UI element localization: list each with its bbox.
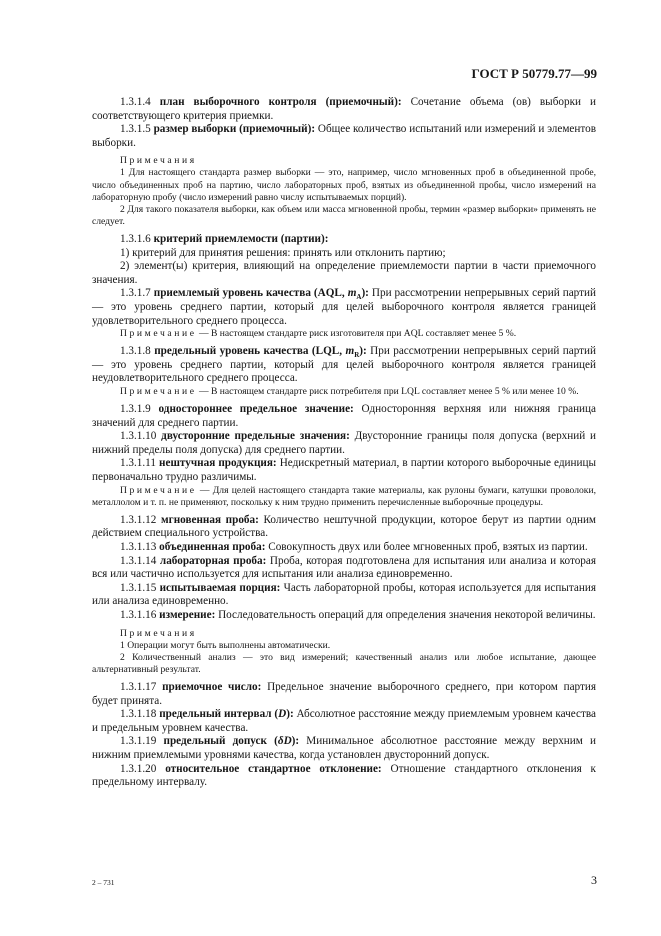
note-block-sample-size (92, 155, 596, 228)
note-block-measurement (92, 628, 596, 676)
clause-1-3-1-6: 1.3.1.6 критерий приемлемости (партии): (120, 232, 329, 245)
note-item: 2 Для такого показателя выборки, как объем или масса мгновенной пробы, термин «размер выборки» применять не следует. (92, 203, 596, 227)
clause-1-3-1-14: 1.3.1.14 лабораторная проба: Проба, которая подготовлена для испытания или анализа и которая вся или частично используется для испытания или анализа единовременно. (92, 554, 597, 581)
clause-1-3-1-9: 1.3.1.9 одностороннее предельное значение: Односторонняя верхняя или нижняя граница значений для среднего партии. (92, 403, 597, 429)
note-item: 2 Количественный анализ — это вид измерений; качественный анализ или любое испытание, дающее альтернативный результат. (92, 651, 596, 675)
document-header: ГОСТ Р 50779.77—99 (471, 66, 597, 81)
clause-1-3-1-5: 1.3.1.5 размер выборки (приемочный): Общее количество испытаний или измерений и элементов выборки. (92, 123, 596, 149)
note-heading: Примечания (120, 627, 197, 639)
note-aql: Примечание — В настоящем стандарте риск изготовителя при AQL составляет менее 5 %. (120, 328, 517, 340)
clause-1-3-1-18: 1.3.1.18 предельный интервал (D): Абсолютное расстояние между приемлемым уровнем качества и предельным уровнем качества. (92, 708, 596, 734)
clause-1-3-1-20: 1.3.1.20 относительное стандартное отклонение: Отношение стандартного отклонения к предельному интервалу. (92, 762, 596, 789)
clause-1-3-1-11: 1.3.1.11 нештучная продукция: Недискретный материал, в партии которого выборочные единицы первоначально трудно различимы. (92, 457, 597, 484)
clause-1-3-1-13: 1.3.1.13 объединенная проба: Совокупность двух или более мгновенных проб, взятых из партии. (120, 541, 588, 553)
criteria-item: 1) критерий для принятия решения: принять или отклонить партию; (120, 246, 446, 259)
document-body (92, 96, 596, 790)
clause-1-3-1-17: 1.3.1.17 приемочное число: Предельное значение выборочного среднего, при котором партия будет принята. (92, 680, 596, 707)
clause-1-3-1-8: 1.3.1.8 предельный уровень качества (LQL, $m_R$): При рассмотрении непрерывных серий партий — это уровень среднего партии, который для целей выборочного контроля является границей неудовлетворительного среднего процесса. (92, 345, 597, 385)
clause-1-3-1-16: 1.3.1.16 измерение: Последовательность операций для определения значения некоторой величины. (120, 608, 596, 621)
note-item: 1 Для настоящего стандарта размер выборки — это, например, число мгновенных проб в объединенной пробе, число объединенных проб на партию, число лабораторных проб, взятых из объединенной пробы, число измерений на лабораторную пробу (число измерений равно числу испытываемых порций). (92, 167, 596, 203)
print-code: 2 – 731 (92, 878, 115, 887)
note-lql: Примечание — В настоящем стандарте риск потребителя при LQL составляет менее 5 % или менее 10 %. (120, 385, 579, 397)
note-heading: Примечания (120, 155, 197, 167)
clause-1-3-1-7: 1.3.1.7 приемлемый уровень качества (AQL, $m_A$): При рассмотрении непрерывных серий партий — это уровень среднего партии, который для целей выборочного контроля является границей удовлетворительного среднего процесса. (92, 287, 596, 327)
clause-1-3-1-19: 1.3.1.19 предельный допуск (δD): Минимальное абсолютное расстояние между верхним и нижним приемлемыми уровнями качества, когда установлен двусторонний допуск. (92, 735, 596, 761)
clause-1-3-1-12: 1.3.1.12 мгновенная проба: Количество нештучной продукции, которое берут из партии одним действием специального устройства. (92, 513, 597, 540)
note-bulk: Примечание — Для целей настоящего стандарта такие материалы, как рулоны бумаги, катушки проволоки, металлолом и т. п. не применяют, поскольку к ним трудно применить перечисленные выборочные процедуры. (92, 484, 596, 508)
clause-1-3-1-10: 1.3.1.10 двусторонние предельные значения: Двусторонние границы поля допуска (верхний и нижний пределы поля допуска) для среднего партии. (92, 430, 597, 456)
clause-1-3-1-15: 1.3.1.15 испытываемая порция: Часть лабораторной пробы, которая используется для испытания или анализа единовременно. (92, 581, 596, 608)
page-number: 3 (591, 873, 597, 887)
note-item: 1 Операции могут быть выполнены автоматически. (120, 639, 331, 651)
criteria-item: 2) элемент(ы) критерия, влияющий на определение приемлемости партии в части приемочного значения. (92, 260, 596, 286)
clause-1-3-1-4: 1.3.1.4 план выборочного контроля (приемочный): Сочетание объема (ов) выборки и соответствующего критерия приемки. (92, 96, 596, 122)
